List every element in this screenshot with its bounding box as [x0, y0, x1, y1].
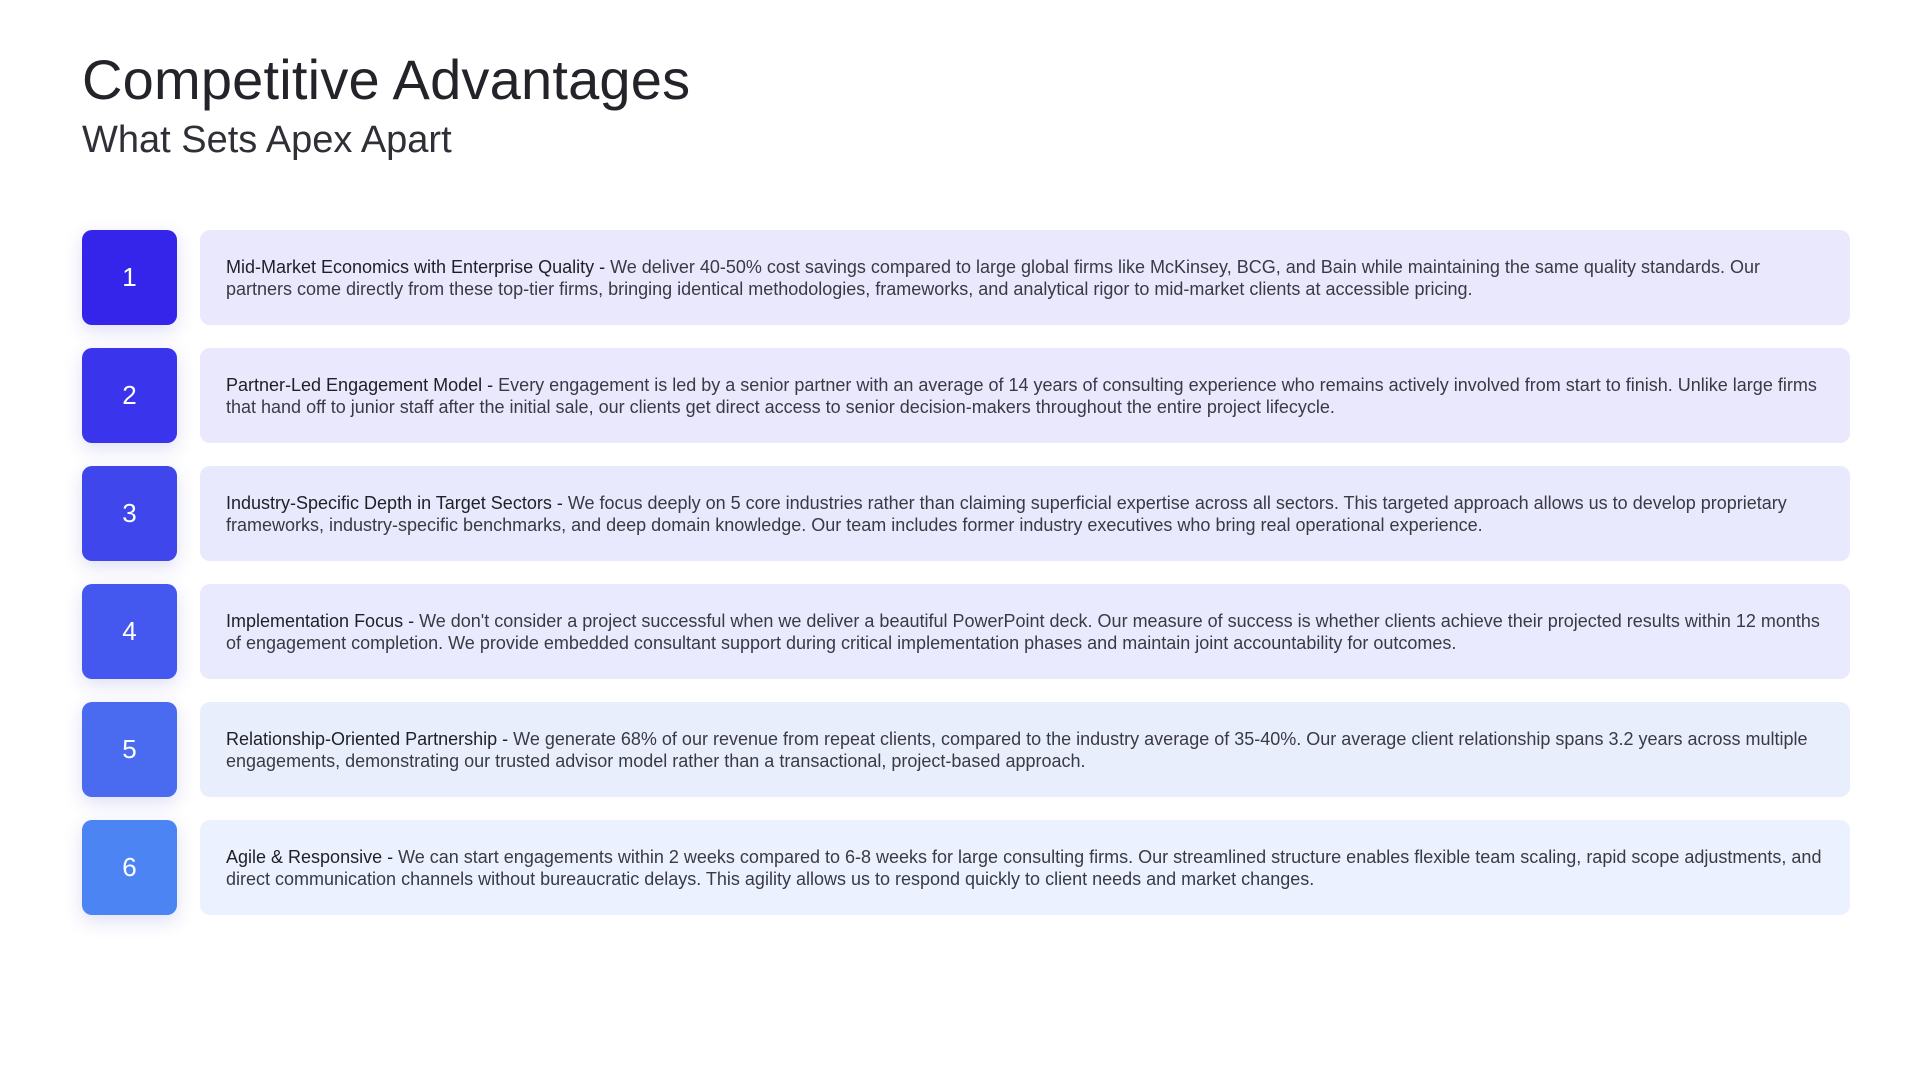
- number-badge: 1: [82, 230, 177, 325]
- advantage-title: Agile & Responsive: [226, 846, 383, 867]
- advantage-separator: -: [594, 256, 611, 277]
- advantage-row-2: [82, 348, 1850, 443]
- slide-subtitle: What Sets Apex Apart: [82, 119, 452, 161]
- advantage-text: [226, 374, 1824, 418]
- advantage-title: Partner-Led Engagement Model: [226, 374, 483, 395]
- advantage-separator: -: [403, 610, 420, 631]
- number-badge: 6: [82, 820, 177, 915]
- advantage-card: [200, 466, 1850, 561]
- advantage-separator: -: [382, 846, 399, 867]
- advantage-body: We don't consider a project successful when we deliver a beautiful PowerPoint deck. Our measure of success is whether clients achieve their projected results within 12 months of engagement completion. We provide embedded consultant support during critical implementation phases and maintain joint accountability for outcomes.: [226, 610, 1820, 653]
- advantage-body: We focus deeply on 5 core industries rather than claiming superficial expertise across all sectors. This targeted approach allows us to develop proprietary frameworks, industry-specific benchmarks, and deep domain knowledge. Our team includes former industry executives who bring real operational experience.: [226, 492, 1787, 535]
- advantage-separator: -: [497, 728, 514, 749]
- advantage-row-4: [82, 584, 1850, 679]
- advantage-row-5: [82, 702, 1850, 797]
- number-badge: 2: [82, 348, 177, 443]
- advantage-card: [200, 230, 1850, 325]
- advantage-text: [226, 492, 1824, 536]
- number-badge: 4: [82, 584, 177, 679]
- advantage-body: We can start engagements within 2 weeks compared to 6-8 weeks for large consulting firms. Our streamlined structure enables flexible team scaling, rapid scope adjustments, and direct communication channels without bureaucratic delays. This agility allows us to respond quickly to client needs and market changes.: [226, 846, 1822, 889]
- advantage-title: Mid-Market Economics with Enterprise Quality: [226, 256, 595, 277]
- advantage-separator: -: [482, 374, 499, 395]
- advantage-text: [226, 610, 1824, 654]
- advantage-title: Industry-Specific Depth in Target Sectors: [226, 492, 552, 513]
- advantage-text: [226, 256, 1824, 300]
- advantage-title: Implementation Focus: [226, 610, 404, 631]
- slide-title: Competitive Advantages: [82, 48, 691, 111]
- advantage-text: [226, 846, 1824, 890]
- advantage-row-1: [82, 230, 1850, 325]
- advantage-card: [200, 820, 1850, 915]
- advantage-body: We generate 68% of our revenue from repeat clients, compared to the industry average of 35-40%. Our average client relationship spans 3.2 years across multiple engagements, demonstrating our trusted advisor model rather than a transactional, project-based approach.: [226, 728, 1808, 771]
- number-badge: 3: [82, 466, 177, 561]
- advantage-body: We deliver 40-50% cost savings compared to large global firms like McKinsey, BCG, and Bain while maintaining the same quality standards. Our partners come directly from these top-tier firms, bringing identical methodologies, frameworks, and analytical rigor to mid-market clients at accessible pricing.: [226, 256, 1760, 299]
- advantage-separator: -: [551, 492, 568, 513]
- advantage-card: [200, 584, 1850, 679]
- advantage-text: [226, 728, 1824, 772]
- advantage-row-6: [82, 820, 1850, 915]
- advantage-title: Relationship-Oriented Partnership: [226, 728, 498, 749]
- advantage-card: [200, 348, 1850, 443]
- advantage-body: Every engagement is led by a senior partner with an average of 14 years of consulting experience who remains actively involved from start to finish. Unlike large firms that hand off to junior staff after the initial sale, our clients get direct access to senior decision-makers throughout the entire project lifecycle.: [226, 374, 1817, 417]
- number-badge: 5: [82, 702, 177, 797]
- advantage-row-3: [82, 466, 1850, 561]
- advantage-card: [200, 702, 1850, 797]
- advantages-list: [82, 230, 1850, 938]
